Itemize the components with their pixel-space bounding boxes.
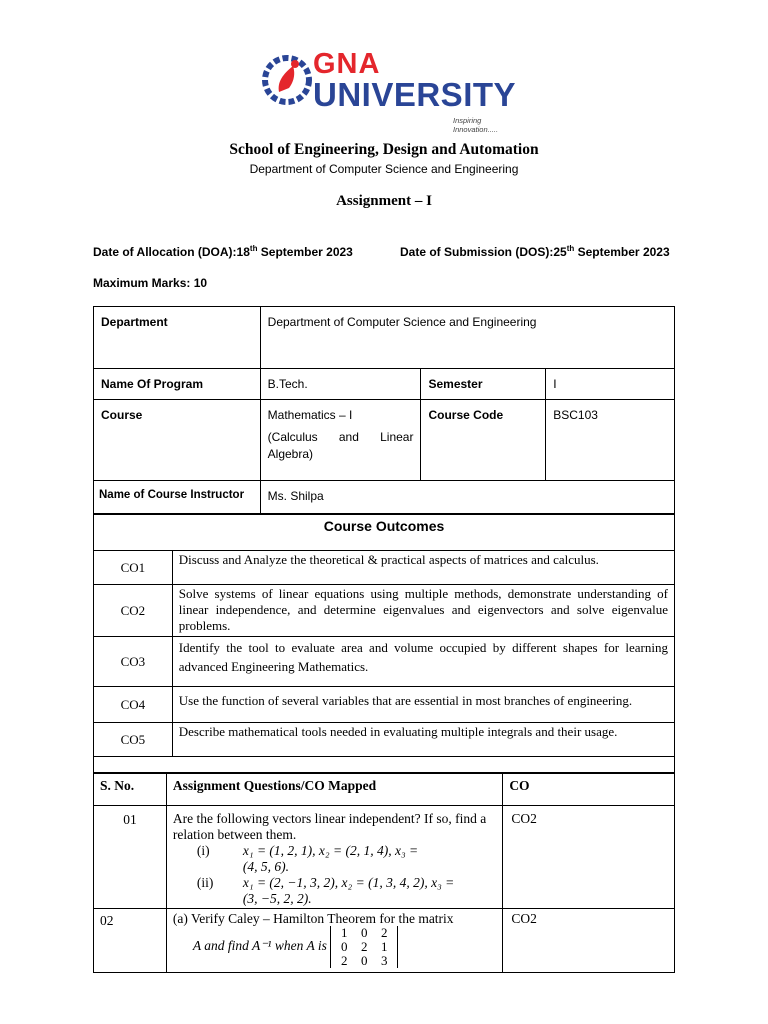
course-label: Course [94, 400, 261, 481]
gear-hand-icon [259, 52, 315, 108]
co-text: Discuss and Analyze the theoretical & practical aspects of matrices and calculus. [172, 551, 674, 585]
instructor-value: Ms. Shilpa [260, 481, 674, 514]
course-code-label: Course Code [421, 400, 546, 481]
instructor-label: Name of Course Instructor [94, 481, 261, 514]
program-value: B.Tech. [260, 369, 421, 400]
co-id: CO3 [94, 637, 173, 687]
sno-header: S. No. [94, 774, 167, 806]
logo-text-gna: GNA [313, 48, 381, 80]
question-number: 02 [94, 909, 167, 973]
assignment-title: Assignment – I [336, 193, 432, 209]
matrix-a: 1 0 2 0 2 1 2 0 3 [330, 926, 398, 968]
university-logo [255, 44, 525, 134]
date-of-submission: Date of Submission (DOS):25th September 2023 [400, 244, 670, 259]
course-code-value: BSC103 [546, 400, 675, 481]
co-id: CO5 [94, 723, 173, 757]
co-text: Solve systems of linear equations using multiple methods, demonstrate understanding of linear independence, and determine eigenvalues and eigenvectors and solve eigenvalue problems. [172, 585, 674, 637]
logo-tagline: Inspiring Innovation..... [453, 116, 499, 134]
program-label: Name Of Program [94, 369, 261, 400]
course-info-table [93, 306, 675, 514]
question-co: CO2 [503, 806, 675, 909]
department-value: Department of Computer Science and Engineering [260, 307, 674, 369]
semester-label: Semester [421, 369, 546, 400]
co-id: CO1 [94, 551, 173, 585]
department-label: Department [94, 307, 261, 369]
question-header: Assignment Questions/CO Mapped [166, 774, 502, 806]
school-name: School of Engineering, Design and Automation [229, 141, 539, 158]
course-outcomes-heading: Course Outcomes [94, 515, 675, 551]
co-text: Describe mathematical tools needed in evaluating multiple integrals and their usage. [172, 723, 674, 757]
logo-text-university: UNIVERSITY [313, 76, 517, 113]
question-number: 01 [94, 806, 167, 909]
questions-table [93, 773, 675, 973]
maximum-marks: Maximum Marks: 10 [93, 276, 208, 290]
co-header: CO [503, 774, 675, 806]
course-outcomes-table [93, 514, 675, 773]
question-text: (a) Verify Caley – Hamilton Theorem for the matrix A and find A⁻¹ when A is 1 0 2 0 2 1 2 0 3 [166, 909, 502, 973]
date-of-allocation: Date of Allocation (DOA):18th September 2023 [93, 244, 353, 259]
spacer-row [94, 757, 675, 773]
co-id: CO4 [94, 687, 173, 723]
question-co: CO2 [503, 909, 675, 973]
course-value: Mathematics – I (Calculus and Linear Algebra) [260, 400, 421, 481]
department-name: Department of Computer Science and Engineering [249, 162, 519, 176]
question-text: Are the following vectors linear independent? If so, find a relation between them. (i) x₁ = (1, 2, 1), x₂ = (2, 1, 4), x₃ = (4, 5, 6). (ii) x₁ = (2, −1, 3, 2), x₂ = (1, 3, 4, 2), x₃ = (3, −5, 2, 2). [166, 806, 502, 909]
semester-value: I [546, 369, 675, 400]
co-text: Use the function of several variables that are essential in most branches of engineering. [172, 687, 674, 723]
co-id: CO2 [94, 585, 173, 637]
co-text: Identify the tool to evaluate area and volume occupied by different shapes for learning advanced Engineering Mathematics. [172, 637, 674, 687]
